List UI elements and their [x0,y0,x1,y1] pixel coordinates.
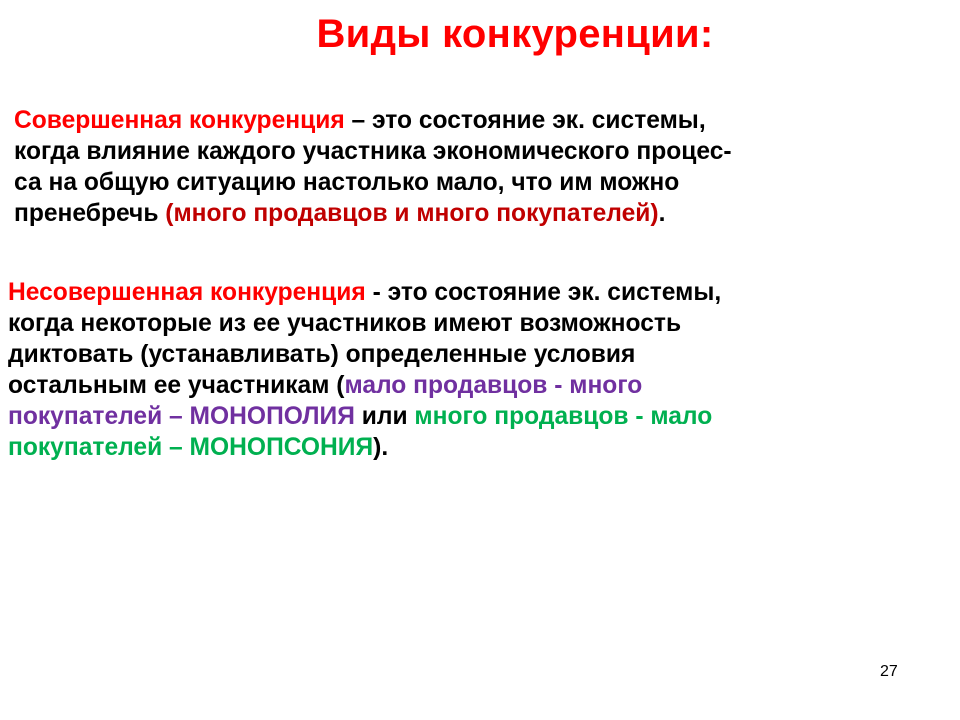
page-number: 27 [880,663,898,680]
imperfect-line-1 [8,277,948,308]
imperfect-line-6 [8,432,948,463]
monopsony-example-part2: покупателей – МОНОПСОНИЯ [8,434,374,461]
imperfect-closing: ). [373,434,389,461]
perfect-definition-start: – это состояние эк. системы, [344,107,706,134]
perfect-line-4 [14,198,944,229]
or-connector: или [354,403,415,430]
imperfect-line-4-text: остальным ее участникам ( [8,372,345,399]
monopsony-example-part1: много продавцов - мало [414,403,713,430]
perfect-line-3: са на общую ситуацию настолько мало, что им можно [14,169,680,196]
perfect-line-2: когда влияние каждого участника экономического процес- [14,138,732,165]
slide-title: Виды конкуренции: [316,12,714,56]
imperfect-competition-term: Несовершенная конкуренция [8,279,366,306]
monopoly-example-part1: мало продавцов - много [344,372,643,399]
perfect-competition-paragraph [14,105,944,229]
monopoly-example-part2: покупателей – МОНОПОЛИЯ [8,403,355,430]
perfect-line-1 [14,105,944,136]
imperfect-competition-paragraph [8,277,948,463]
perfect-competition-term: Совершенная конкуренция [14,107,345,134]
imperfect-definition-start: - это состояние эк. системы, [365,279,722,306]
perfect-line-4-text: пренебречь [14,200,166,227]
perfect-period: . [658,200,666,227]
imperfect-line-4 [8,370,948,401]
imperfect-line-5 [8,401,948,432]
imperfect-line-3: диктовать (устанавливать) определенные условия [8,341,636,368]
imperfect-line-2: когда некоторые из ее участников имеют возможность [8,310,682,337]
perfect-example: (много продавцов и много покупателей) [165,200,659,227]
